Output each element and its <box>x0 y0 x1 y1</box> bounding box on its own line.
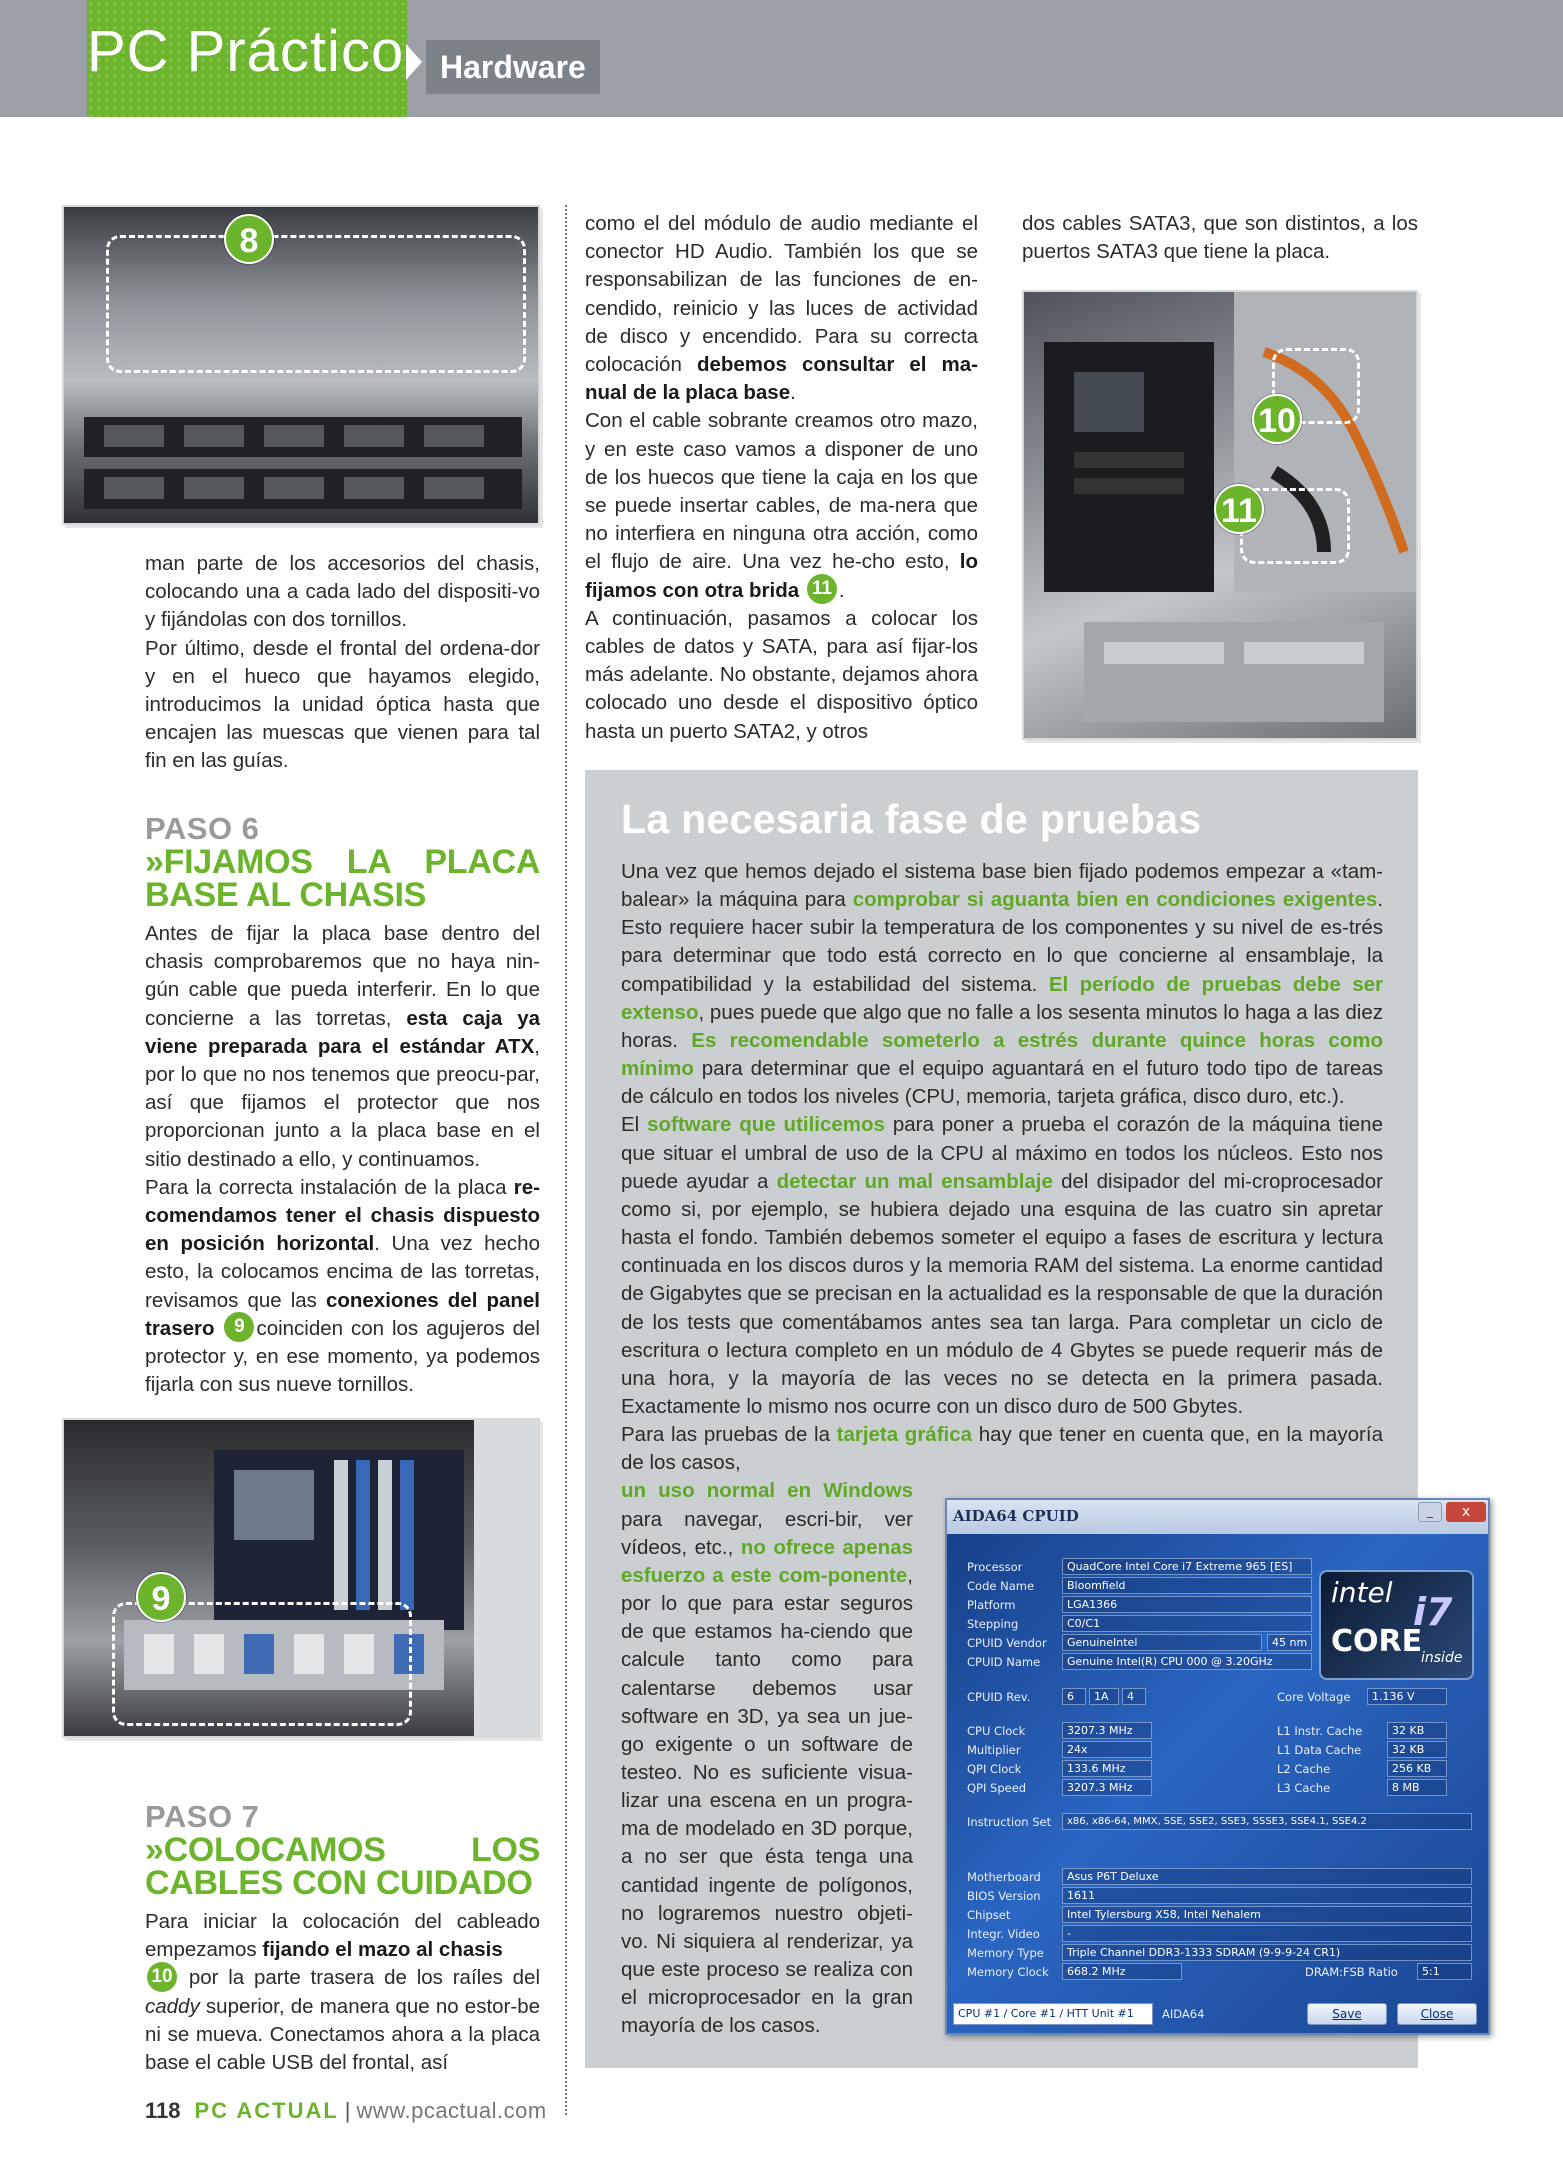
text-run: , pues puede que algo que no falle a los sesenta minutos lo haga a las diez horas. <box>621 1000 1383 1052</box>
step-7-section <box>145 1800 540 2077</box>
text-run: por la parte trasera de los raíles del <box>188 1966 540 1990</box>
highlight-run: tarjeta gráfica <box>836 1423 973 1447</box>
text-run: para poner a prueba el corazón de la máquina tiene que situar el umbral de uso de la CPU al máximo en todos los núcleos. Esto nos puede ayudar a <box>621 1113 1383 1193</box>
drive-bay-photo <box>62 205 540 525</box>
text-run: hay que tener en cuenta que, en la mayoría de los casos, <box>621 1423 1383 1475</box>
callout-badge-11: 11 <box>1214 484 1264 534</box>
field-label: CPU Clock <box>967 1724 1026 1738</box>
field-value: 32 KB <box>1387 1722 1447 1739</box>
footer-separator: | <box>344 2098 351 2123</box>
paragraph: dos cables SATA3, que son distintos, a los puertos SATA3 que tiene la placa. <box>1022 212 1418 264</box>
field-value: x86, x86-64, MMX, SSE, SSE2, SSE3, SSSE3, SSE4.1, SSE4.2 <box>1062 1813 1472 1830</box>
field-value: 4 <box>1122 1688 1146 1705</box>
text-run: . <box>838 578 845 602</box>
column-3-text <box>1022 210 1418 266</box>
field-value: 24x <box>1062 1741 1152 1758</box>
bold-run: re-comendamos tener el chasis dispuesto en posición horizontal <box>145 1175 540 1256</box>
page-header <box>0 0 1563 117</box>
minimize-icon[interactable]: _ <box>1418 1502 1442 1522</box>
field-value: 1A <box>1089 1688 1119 1705</box>
field-value: - <box>1062 1925 1472 1942</box>
text-run: Para iniciar la colocación del cableado empezamos <box>145 1910 540 1962</box>
inline-badge-10: 10 <box>147 1962 177 1992</box>
column-divider <box>565 205 567 2115</box>
field-label: Core Voltage <box>1277 1690 1351 1704</box>
paragraph: man parte de los accesorios del chasis, colocando una a cada lado del dispositi-vo y fijándolas con dos tornillos. <box>145 552 540 632</box>
field-label: Motherboard <box>967 1870 1041 1884</box>
field-value: 5:1 <box>1417 1963 1472 1980</box>
field-value: Triple Channel DDR3-1333 SDRAM (9-9-9-24 CR1) <box>1062 1944 1472 1961</box>
window-titlebar <box>947 1500 1488 1534</box>
field-label: L1 Instr. Cache <box>1277 1724 1363 1738</box>
highlight-run: software que utilicemos <box>647 1113 885 1137</box>
field-label: L1 Data Cache <box>1277 1743 1362 1757</box>
text-run: , por lo que para estar seguros de que estamos ha-ciendo que calcule tanto como para calentarse debemos usar software en 3D, ya sea un jue-go exigente o un software de testeo. No es suficiente visua-lizar una escena en un progra-ma de modelado en 3D porque, a no ser que ésta tenga una cantidad ingente de polígonos, no lograremos nuestro objeti-vo. Ni siquiera al renderizar, ya que este proceso se realiza con el microprocesador en la gran mayoría de los casos. <box>621 1563 913 2038</box>
field-value: Intel Tylersburg X58, Intel Nehalem <box>1062 1906 1472 1923</box>
bold-run: lo fijamos con otra brida <box>585 550 979 602</box>
paragraph <box>621 1421 1383 1477</box>
paragraph <box>145 1908 540 2077</box>
paragraph: A continuación, pasamos a colocar los cables de datos y SATA, para así fijar-los más adelante. No obstante, dejamos ahora colocado uno desde el dispositivo óptico hasta un puerto SATA2, y otros <box>585 606 978 743</box>
bold-run: debemos consultar el ma-nual de la placa base <box>585 353 978 405</box>
text-run: coinciden con los agujeros del protector y, en ese momento, ya podemos fijarla con sus nueve tornillos. <box>145 1316 540 1397</box>
bold-run: fijando el mazo al chasis <box>262 1938 503 1962</box>
field-value: 3207.3 MHz <box>1062 1722 1152 1739</box>
field-value: Genuine Intel(R) CPU 000 @ 3.20GHz <box>1062 1653 1312 1670</box>
field-label: Integr. Video <box>967 1927 1040 1941</box>
text-run: Con el cable sobrante creamos otro mazo, y en este caso vamos a disponer de uno de los huecos que tiene la caja en los que se puede insertar cables, de ma-nera que no interfiera en ninguna otra acción, como el flujo de aire. Una vez he-cho esto, <box>585 409 978 574</box>
field-value: 1.136 V <box>1367 1688 1447 1705</box>
field-value: 6 <box>1062 1688 1086 1705</box>
field-label: Chipset <box>967 1908 1011 1922</box>
paragraph <box>145 1174 540 1400</box>
intel-core-i7-logo <box>1319 1570 1474 1680</box>
save-button[interactable]: Save <box>1307 2003 1387 2025</box>
paragraph <box>585 407 978 604</box>
field-label: CPUID Rev. <box>967 1690 1031 1704</box>
field-label: Memory Type <box>967 1946 1044 1960</box>
italic-run: caddy <box>145 1994 200 2018</box>
highlight-run: detectar un mal ensamblaje <box>776 1169 1053 1193</box>
field-label: BIOS Version <box>967 1889 1041 1903</box>
inline-badge-11: 11 <box>807 574 837 604</box>
field-value: LGA1366 <box>1062 1596 1312 1613</box>
highlight-frame <box>106 235 526 373</box>
field-label: CPUID Vendor <box>967 1636 1047 1650</box>
page-number: 118 <box>145 2098 181 2123</box>
step-7-title: »COLOCAMOS LOS CABLES CON CUIDADO <box>145 1831 540 1902</box>
chevron-right-icon <box>406 44 422 80</box>
field-value: 45 nm <box>1267 1634 1312 1651</box>
cpu-select-dropdown[interactable]: CPU #1 / Core #1 / HTT Unit #1 <box>953 2003 1153 2025</box>
field-label: DRAM:FSB Ratio <box>1305 1965 1398 1979</box>
text-run: para navegar, escri-bir, ver vídeos, etc., <box>621 1507 913 1559</box>
motherboard-photo <box>62 1418 540 1738</box>
bold-run: conexiones del panel trasero <box>145 1288 540 1340</box>
field-value: C0/C1 <box>1062 1615 1312 1632</box>
field-label: Platform <box>967 1598 1016 1612</box>
logo-text: inside <box>1421 1650 1463 1666</box>
text-run: , por lo que no nos tenemos que preocu-par, así que fijamos el protector que nos proporcionan junto a la placa base en el sitio destinado a ello, y continuamos. <box>145 1034 540 1171</box>
logo-text: i7 <box>1413 1590 1453 1634</box>
text-run: Antes de fijar la placa base dentro del chasis comprobaremos que no haya nin-gún cable que pueda interferir. En lo que concierne a las torretas, <box>145 922 540 1030</box>
magazine-brand: PC ACTUAL <box>194 2098 339 2123</box>
close-icon[interactable]: x <box>1446 1502 1486 1522</box>
text-run: Una vez que hemos dejado el sistema base bien fijado podemos empezar a «tam-balear» la máquina para <box>621 860 1383 912</box>
window-title: AIDA64 CPUID <box>953 1507 1079 1525</box>
highlight-run: no ofrece apenas esfuerzo a este com-ponente <box>621 1535 913 1587</box>
step-6-section <box>145 812 540 1399</box>
text-run: como el del módulo de audio mediante el conector HD Audio. También los que se responsabilizan de las funciones de en-cendido, reinicio y las luces de actividad de disco y encendido. Para su correcta colocación <box>585 212 978 377</box>
text-run: . Una vez hecho esto, la colocamos encima de las torretas, revisamos que las <box>145 1232 540 1312</box>
page-footer <box>145 2098 547 2124</box>
paragraph <box>621 1111 1383 1421</box>
step-6-title: »FIJAMOS LA PLACA BASE AL CHASIS <box>145 843 540 914</box>
text-run: . <box>790 381 796 405</box>
step-7-number: PASO 7 <box>145 1799 260 1834</box>
field-label: QPI Clock <box>967 1762 1022 1776</box>
field-value: 1611 <box>1062 1887 1472 1904</box>
close-button[interactable]: Close <box>1397 2003 1477 2025</box>
field-value: 256 KB <box>1387 1760 1447 1777</box>
highlight-run: un uso normal en Windows <box>621 1479 913 1503</box>
paragraph <box>145 920 540 1174</box>
field-label: QPI Speed <box>967 1781 1027 1795</box>
field-label: Processor <box>967 1560 1023 1574</box>
field-value: 668.2 MHz <box>1062 1963 1182 1980</box>
field-value: GenuineIntel <box>1062 1634 1262 1651</box>
field-label: Memory Clock <box>967 1965 1049 1979</box>
field-label: CPUID Name <box>967 1655 1041 1669</box>
column-2-text <box>585 210 978 746</box>
inline-badge-9: 9 <box>224 1312 254 1342</box>
field-label: Instruction Set <box>967 1815 1052 1829</box>
text-run: Para la correcta instalación de la placa <box>145 1175 507 1199</box>
field-label: Multiplier <box>967 1743 1021 1757</box>
text-run: Para las pruebas de la <box>621 1423 830 1447</box>
field-label: L2 Cache <box>1277 1762 1331 1776</box>
field-label: Code Name <box>967 1579 1035 1593</box>
footer-label: AIDA64 <box>1162 2007 1205 2021</box>
sidebar-title: La necesaria fase de pruebas <box>621 796 1202 842</box>
logo-text: intel <box>1331 1576 1393 1609</box>
step-6-number: PASO 6 <box>145 811 260 846</box>
paragraph <box>621 1477 913 2040</box>
field-value: 3207.3 MHz <box>1062 1779 1152 1796</box>
callout-badge-8: 8 <box>224 214 274 264</box>
callout-badge-10: 10 <box>1252 394 1302 444</box>
subsection-tag: Hardware <box>426 40 600 94</box>
highlight-run: Es recomendable someterlo a estrés durante quince horas como mínimo <box>621 1028 1384 1081</box>
logo-text: CORE <box>1331 1624 1423 1659</box>
bold-run: esta caja ya viene preparada para el estándar ATX <box>145 1006 540 1058</box>
field-value: Asus P6T Deluxe <box>1062 1868 1472 1885</box>
highlight-run: El período de pruebas debe ser extenso <box>621 972 1384 1024</box>
paragraph <box>585 210 978 407</box>
text-run: superior, de manera que no estor-be ni se mueva. Conectamos ahora a la placa base el cable USB del frontal, así <box>145 1994 541 2075</box>
highlight-run: comprobar si aguanta bien en condiciones exigentes <box>852 888 1378 912</box>
field-label: Stepping <box>967 1617 1019 1631</box>
text-run: del disipador del mi-croprocesador como si, por ejemplo, se hubiera dejado una esquina de las cuatro sin apretar hasta el fondo. También debemos someter el equipo a fases de escritura y lectura continuada en los discos duros y la memoria RAM del sistema. La enorme cantidad de Gigabytes que se precisan en la actualidad es la responsable de que la duración de los tests que comentábamos antes sea tan larga. Para completar un ciclo de escritura o lectura completo en un módulo de 4 Gbytes se puede requerir más de una hora, y la mayoría de las veces no se detecta en la primera pasada. Exactamente lo mismo nos ocurre con un disco duro de 500 Gbytes. <box>621 1169 1383 1418</box>
section-title: PC Práctico <box>87 19 405 84</box>
paragraph: Por último, desde el frontal del ordena-dor y en el hueco que hayamos elegido, introducimos la unidad óptica hasta que encajen las muescas que vienen para tal fin en las guías. <box>145 636 540 773</box>
text-run: El <box>621 1113 640 1137</box>
aida64-cpuid-window <box>945 1498 1490 2035</box>
callout-badge-9: 9 <box>136 1572 186 1622</box>
field-value: 133.6 MHz <box>1062 1760 1152 1777</box>
field-value: 8 MB <box>1387 1779 1447 1796</box>
website-link[interactable]: www.pcactual.com <box>356 2098 547 2123</box>
field-value: 32 KB <box>1387 1741 1447 1758</box>
field-value: QuadCore Intel Core i7 Extreme 965 [ES] <box>1062 1558 1312 1575</box>
text-run: . Esto requiere hacer subir la temperatura de los componentes y su nivel de es-trés para determinar que todo está correcto en lo que concierne al ensamblaje, la compatibilidad y la estabilidad del sistema. <box>621 888 1384 996</box>
column-1-top <box>145 550 540 776</box>
text-run: para determinar que el equipo aguantará en el futuro todo tipo de tareas de cálculo en todos los niveles (CPU, memoria, tarjeta gráfica, disco duro, etc.). <box>621 1057 1383 1109</box>
paragraph <box>621 858 1383 1111</box>
field-value: Bloomfield <box>1062 1577 1312 1594</box>
field-label: L3 Cache <box>1277 1781 1331 1795</box>
